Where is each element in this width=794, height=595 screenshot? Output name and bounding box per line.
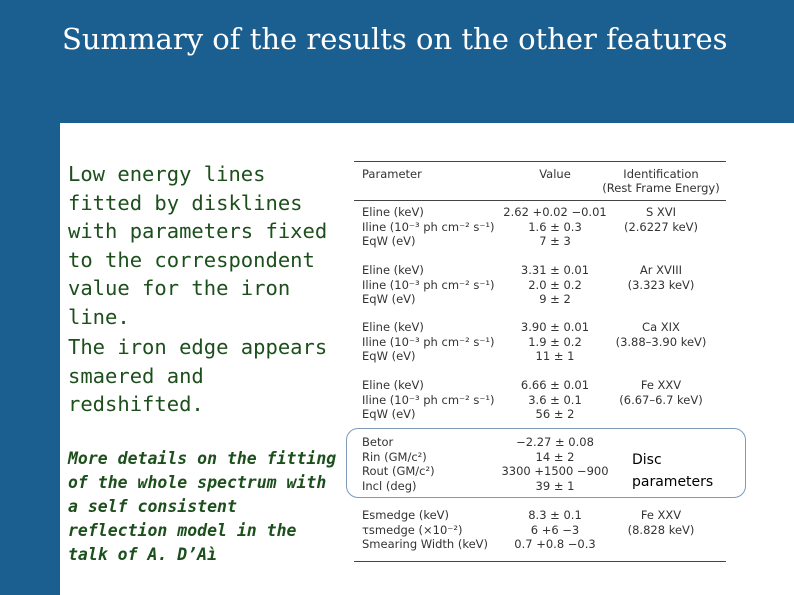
table-value-cell bbox=[500, 508, 610, 552]
table-identification-cell bbox=[596, 508, 726, 537]
title-banner bbox=[60, 0, 794, 123]
parameter-value: 2.62 +0.02 −0.01 bbox=[503, 205, 607, 219]
table-header-rule bbox=[354, 200, 726, 201]
parameter-name: Betor bbox=[362, 435, 394, 449]
table-value-cell bbox=[500, 205, 610, 249]
parameter-name: Eline (keV) bbox=[362, 263, 424, 277]
parameter-name: Iline (10⁻³ ph cm⁻² s⁻¹) bbox=[362, 277, 495, 292]
table-identification-cell bbox=[596, 263, 726, 292]
parameter-value: 3.31 ± 0.01 bbox=[520, 263, 590, 277]
rest-frame-energy: (3.323 keV) bbox=[627, 277, 695, 292]
parameter-value: −2.27 ± 0.08 bbox=[516, 435, 594, 449]
table-value-cell bbox=[500, 320, 610, 364]
disc-label-line2: parameters bbox=[632, 474, 714, 490]
disc-parameters-label bbox=[632, 449, 713, 493]
parameter-name: Eline (keV) bbox=[362, 205, 424, 219]
parameter-name: EqW (eV) bbox=[362, 292, 416, 306]
parameter-value: 39 ± 1 bbox=[535, 478, 575, 493]
header-identification-sub: (Rest Frame Energy) bbox=[602, 181, 720, 195]
parameter-value: 3.90 ± 0.01 bbox=[520, 320, 590, 334]
ion-name: Fe XXV bbox=[640, 378, 682, 392]
table-bottom-rule bbox=[354, 561, 726, 562]
table-value-cell bbox=[500, 263, 610, 307]
parameter-value: 11 ± 1 bbox=[535, 349, 575, 363]
parameter-name: Iline (10⁻³ ph cm⁻² s⁻¹) bbox=[362, 219, 495, 234]
rest-frame-energy: (2.6227 keV) bbox=[623, 219, 699, 234]
parameter-name: Incl (deg) bbox=[362, 478, 417, 493]
parameter-value: 3.6 ± 0.1 bbox=[528, 392, 582, 407]
parameter-value: 8.3 ± 0.1 bbox=[528, 508, 582, 522]
parameter-name: Eline (keV) bbox=[362, 320, 424, 334]
parameter-name: Smearing Width (keV) bbox=[362, 537, 489, 551]
table-parameter-cell bbox=[362, 320, 495, 364]
table-parameter-cell bbox=[362, 508, 488, 552]
parameter-name: Iline (10⁻³ ph cm⁻² s⁻¹) bbox=[362, 392, 495, 407]
rest-frame-energy: (3.88–3.90 keV) bbox=[615, 334, 707, 349]
parameter-value: 3300 +1500 −900 bbox=[501, 464, 609, 478]
paragraph-iron-edge: The iron edge appears smaered and redshifted. bbox=[68, 335, 328, 416]
parameter-name: Rin (GM/c²) bbox=[362, 449, 427, 464]
parameter-value: 9 ± 2 bbox=[539, 292, 571, 306]
ion-name: Fe XXV bbox=[640, 508, 682, 522]
parameter-value: 6 +6 −3 bbox=[530, 522, 580, 537]
left-accent-bar bbox=[0, 0, 60, 595]
parameter-value: 2.0 ± 0.2 bbox=[528, 277, 582, 292]
table-identification-cell bbox=[596, 205, 726, 234]
parameter-name: Eline (keV) bbox=[362, 378, 424, 392]
table-top-rule bbox=[354, 161, 726, 162]
parameter-value: 1.6 ± 0.3 bbox=[528, 219, 582, 234]
header-identification: Identification bbox=[623, 167, 699, 181]
parameter-value: 14 ± 2 bbox=[535, 449, 575, 464]
parameter-value: 0.7 +0.8 −0.3 bbox=[514, 537, 596, 551]
parameter-name: EqW (eV) bbox=[362, 349, 416, 363]
paragraph-low-energy-lines: Low energy lines fitted by disklines with parameters fixed to the correspondent value for the iron line. bbox=[68, 162, 328, 329]
parameter-name: τsmedge (×10⁻²) bbox=[362, 522, 463, 537]
rest-frame-energy: (8.828 keV) bbox=[627, 522, 695, 537]
parameter-value: 6.66 ± 0.01 bbox=[520, 378, 590, 392]
parameter-name: Esmedge (keV) bbox=[362, 508, 450, 522]
table-parameter-cell bbox=[362, 378, 495, 422]
parameter-name: EqW (eV) bbox=[362, 234, 416, 248]
ion-name: Ar XVIII bbox=[639, 263, 683, 277]
ion-name: Ca XIX bbox=[642, 320, 680, 334]
disc-label-line1: Disc bbox=[632, 452, 662, 468]
parameter-value: 7 ± 3 bbox=[539, 234, 571, 248]
header-value: Value bbox=[539, 167, 571, 181]
table-parameter-cell bbox=[362, 263, 495, 307]
slide-title: Summary of the results on the other features bbox=[62, 22, 728, 56]
table-value-cell bbox=[500, 378, 610, 422]
parameter-value: 1.9 ± 0.2 bbox=[528, 334, 582, 349]
ion-name: S XVI bbox=[645, 205, 677, 219]
parameter-name: Rout (GM/c²) bbox=[362, 464, 435, 478]
paragraph-more-details: More details on the fitting of the whole spectrum with a self consistent reflection model in the talk of A. D’Aì bbox=[68, 449, 337, 564]
table-identification-cell bbox=[596, 320, 726, 349]
parameter-name: Iline (10⁻³ ph cm⁻² s⁻¹) bbox=[362, 334, 495, 349]
parameter-value: 56 ± 2 bbox=[535, 407, 575, 421]
rest-frame-energy: (6.67–6.7 keV) bbox=[619, 392, 703, 407]
header-parameter: Parameter bbox=[362, 167, 422, 181]
parameter-name: EqW (eV) bbox=[362, 407, 416, 421]
table-parameter-cell bbox=[362, 205, 495, 249]
table-identification-cell bbox=[596, 378, 726, 407]
